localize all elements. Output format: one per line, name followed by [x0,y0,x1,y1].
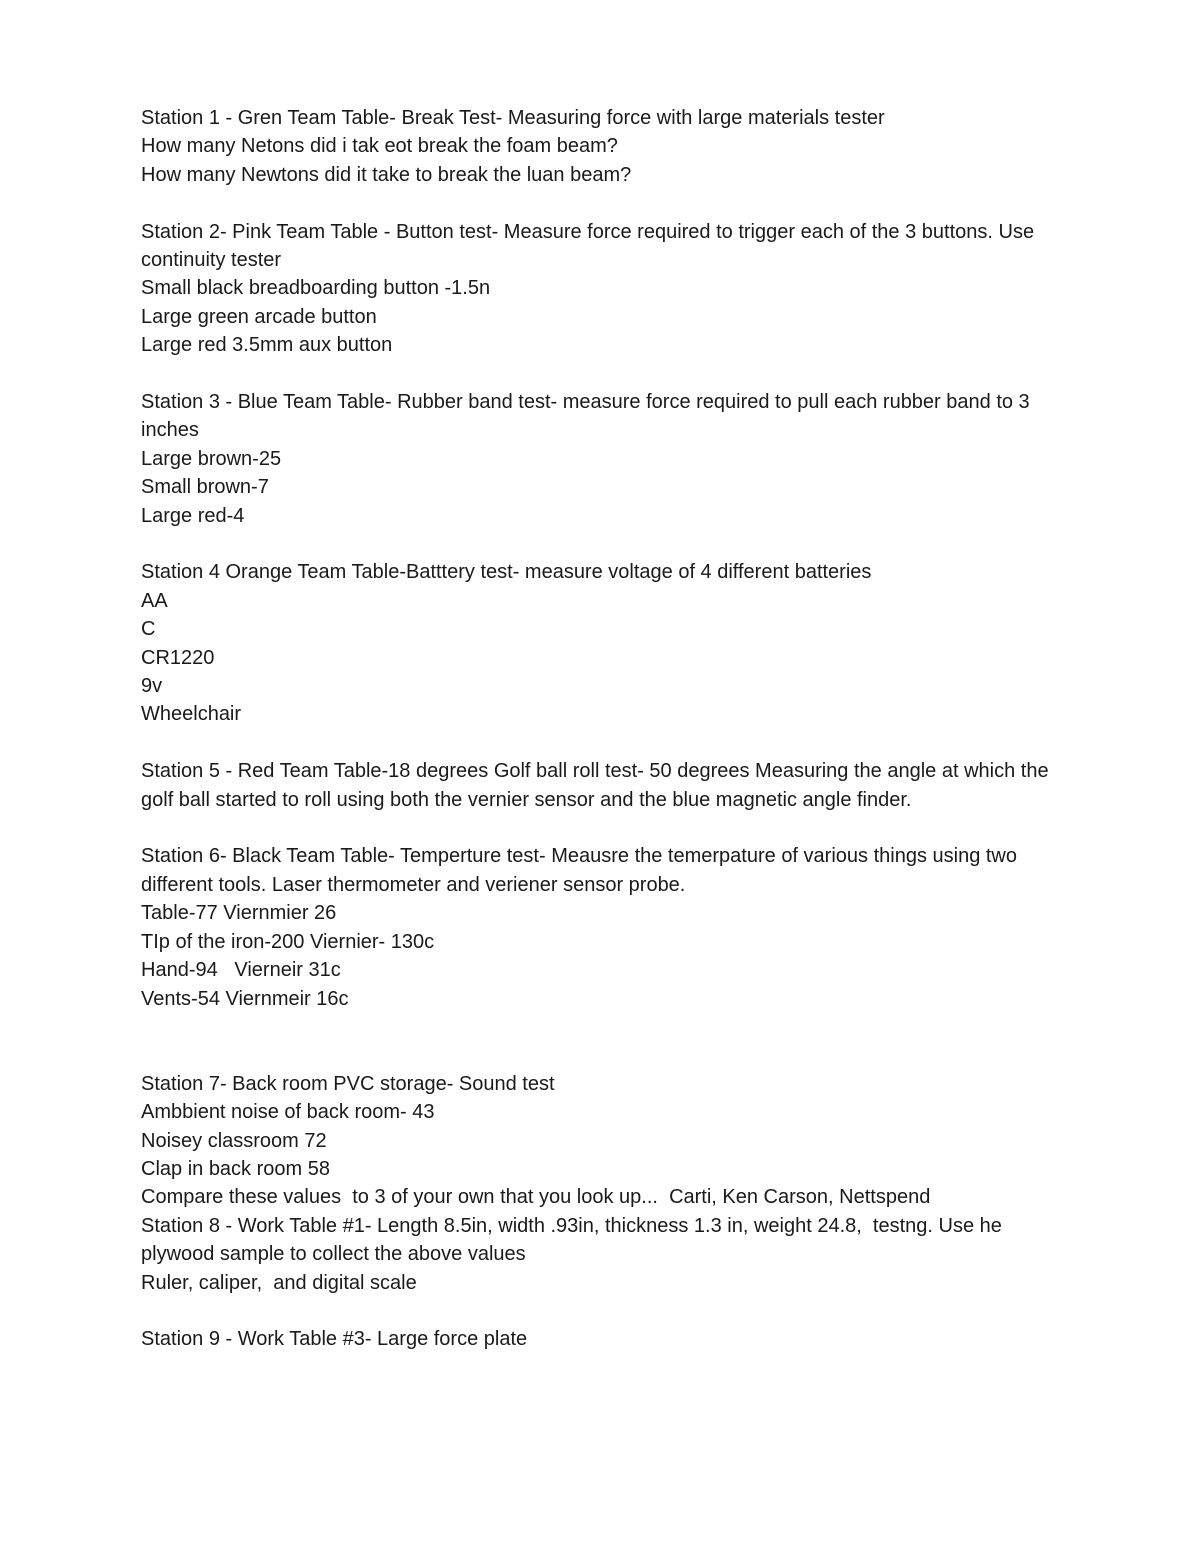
station-7-title: Station 7- Back room PVC storage- Sound test [141,1072,555,1095]
station-6-title: Station 6- Black Team Table- Temperture test- Meausre the temerpature of various things using two different tools. Laser thermometer and veriener sensor probe. [141,845,1017,896]
blank-line [141,530,1071,558]
blank-lines [141,1013,1071,1070]
document-body [141,104,1071,1354]
station-7-line-3: Clap in back room 58 [141,1157,330,1180]
blank-line [141,814,1071,842]
station-4-line-2: C [141,618,156,641]
station-7-line-4: Compare these values to 3 of your own that you look up... Carti, Ken Carson, Nettspend [141,1186,931,1209]
station-8-title: Station 8 - Work Table #1- Length 8.5in, width .93in, thickness 1.3 in, weight 24.8, testng. Use he plywood sample to collect the above values [141,1214,1014,1266]
station-1-line-1: How many Netons did i tak eot break the foam beam? [141,135,618,158]
station-6-line-1: Table-77 Viernmier 26 [141,902,337,925]
station-3-line-3: Large red-4 [141,504,245,527]
blank-line [141,729,1071,757]
station-4-line-5: Wheelchair [141,703,242,726]
station-4-line-3: CR1220 [141,646,215,669]
station-4-title: Station 4 Orange Team Table-Batttery test- measure voltage of 4 different batteries [141,561,872,584]
station-3-line-1: Large brown-25 [141,447,282,470]
station-6-line-2: TIp of the iron-200 Viernier- 130c [141,930,435,953]
station-2-title: Station 2- Pink Team Table - Button test- Measure force required to trigger each of the 3 buttons. Use continuity tester [141,220,1035,272]
blank-line [141,189,1071,217]
station-6-line-4: Vents-54 Viernmeir 16c [141,987,349,1010]
blank-line [141,360,1071,388]
station-1-line-2: How many Newtons did it take to break the luan beam? [141,163,632,186]
station-2-line-2: Large green arcade button [141,305,377,328]
station-8-line-1: Ruler, caliper, and digital scale [141,1271,417,1294]
station-7-line-2: Noisey classroom 72 [141,1129,327,1152]
station-1-title: Station 1 - Gren Team Table- Break Test- Measuring force with large materials tester [141,107,885,129]
station-9-title: Station 9 - Work Table #3- Large force plate [141,1328,528,1351]
station-2-line-1: Small black breadboarding button -1.5n [141,277,491,300]
station-7-line-1: Ambbient noise of back room- 43 [141,1101,435,1124]
station-4-line-4: 9v [141,675,163,698]
station-4-line-1: AA [141,589,168,612]
station-6-line-3: Hand-94 Vierneir 31c [141,959,341,982]
blank-line [141,1297,1071,1325]
station-2-line-3: Large red 3.5mm aux button [141,334,393,357]
station-5-title: Station 5 - Red Team Table-18 degrees Golf ball roll test- 50 degrees Measuring the angle at which the golf ball started to roll using both the vernier sensor and the blue magnetic angle finder. [141,760,1049,811]
station-3-title: Station 3 - Blue Team Table- Rubber band test- measure force required to pull each rubber band to 3 inches [141,391,1030,442]
station-3-line-2: Small brown-7 [141,476,269,499]
